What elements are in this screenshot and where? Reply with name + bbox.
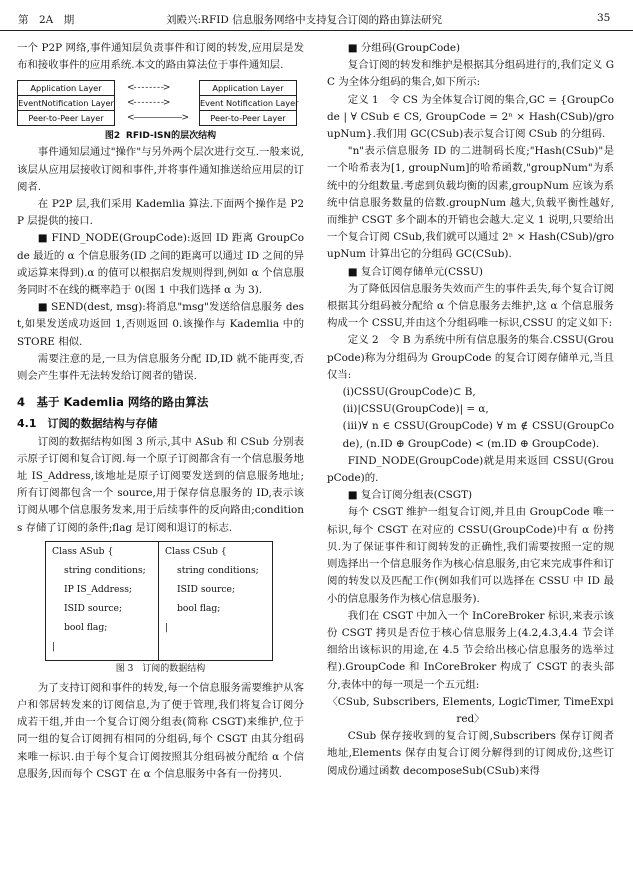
asub-line: string conditions; — [64, 564, 146, 576]
definition-1: 定义 1 令 CS 为全体复合订阅的集合,GC = {GroupCode | ∀ CSub ∈ CS, GroupCode = 2ⁿ × Hash(CSub)/groupNum}.我们用 GC(CSub)表示复合订阅 CSub 的分组码. — [327, 93, 614, 141]
issue-label: 第 2A 期 — [18, 14, 75, 26]
figure-3-caption: 图 3 订阅的数据结构 — [115, 663, 206, 674]
right-paragraph-6: 我们在 CSGT 中加入一个 InCoreBroker 标识,来表示该份 CSGT 拷贝是否位于核心信息服务上(4.2,4.3,4.4 节会详细给出该标识的用途,在 4.5 节会给出核心信息服务的选举过程).GroupCode 和 InCoreBroker 构成了 CSGT 的表头部分,表体中的每一项是一个五元组: — [327, 609, 614, 691]
right-paragraph-4: FIND_NODE(GroupCode)就是用来返回 CSSU(GroupCode)的. — [327, 454, 614, 485]
layer-box-left-peer-to-peer: Peer-to-Peer Layer — [17, 110, 115, 126]
asub-class-box — [46, 542, 159, 660]
asub-line: | — [52, 640, 56, 652]
solid-arrow-icon: <——————> — [127, 113, 189, 124]
right-column — [327, 40, 614, 780]
layer-box-right-peer-to-peer: Peer-to-Peer Layer — [199, 110, 297, 126]
layer-box-left-event-notification: EventNotification Layer — [17, 95, 115, 111]
figure-2-caption-text: RFID-ISN的层次结构 — [125, 131, 217, 142]
figure-3-data-structure — [45, 541, 273, 661]
csub-line: | — [165, 621, 169, 633]
left-paragraph-7: 订阅的数据结构如图 3 所示,其中 ASub 和 CSub 分别表示原子订阅和复合订阅.每一个原子订阅都含有一个信息服务地址 IS_Address,该地址是原子订阅要发送到的信息服务地址;所有订阅都包含一个 source,用于保存信息服务的 ID,表示该订阅从哪个信息服务发来,用于后续事件的反向路由;conditions 存储了订阅的条件;flag 是订阅和退订的标志. — [17, 435, 304, 534]
left-paragraph-2: 事件通知层通过"操作"与另外两个层次进行交互.一般来说,该层从应用层接收订阅和事件,并将事件通知推送给应用层的订阅者. — [17, 146, 304, 193]
figure-2-caption-number: 图2 — [104, 131, 121, 142]
section-4-heading: 4 基于 Kademlia 网络的路由算法 — [17, 395, 209, 410]
asub-line: ISID source; — [64, 602, 123, 614]
right-paragraph-5: 每个 CSGT 维护一组复合订阅,并且由 GroupCode 唯一标识,每个 CSGT 在对应的 CSSU(GroupCode)中有 α 份拷贝.为了保证事件和订阅转发的正确性,我们需要按照一定的规则选择出一个信息服务作为核心信息服务,由它来完成事件和订阅的转发以及匹配工作(例如我们可以选择在 CSSU 中 ID 最小的信息服务作为核心信息服务). — [327, 506, 614, 605]
layer-box-right-application: Application Layer — [199, 80, 297, 96]
left-paragraph-1: 一个 P2P 网络,事件通知层负责事件和订阅的转发,应用层是发布和接收事件的应用系统.本文的路由算法位于事件通知层. — [17, 42, 304, 72]
send-description: ■ SEND(dest, msg):将消息"msg"发送给信息服务 dest,如果发送成功返回 1,否则返回 0.该操作与 Kademlia 中的 STORE 相似. — [17, 301, 304, 348]
condition-2: (ⅱ)|CSSU(GroupCode)| = α, — [342, 403, 489, 416]
csgt-heading: ■ 复合订阅分组表(CSGT) — [347, 489, 473, 502]
page-number: 35 — [597, 12, 611, 24]
figure-2-caption — [17, 130, 304, 142]
asub-line: Class ASub { — [52, 545, 114, 557]
layer-box-left-application: Application Layer — [17, 80, 115, 96]
right-paragraph-2: "n"表示信息服务 ID 的二进制码长度;"Hash(CSub)"是一个哈希表为[1, groupNum]的哈希函数,"groupNum"为系统中的分组数量.考虑到负载均衡的因素,groupNum 应该为系统中信息服务数量的倍数.groupNum 越大,负载平衡性越好,而维护 CSGT 多个副本的开销也会越大.定义 1 说明,只要给出一个复合订阅 CSub,我们就可以通过 2ⁿ × Hash(CSub)/groupNum 计算出它的分组码 GC(CSub). — [327, 145, 614, 261]
right-paragraph-7: CSub 保存接收到的复合订阅,Subscribers 保存订阅者地址,Elements 保存由复合订阅分解得到的订阅成份,这些订阅成份通过函数 decomposeSub(CSub)来得 — [327, 730, 614, 777]
csub-class-box — [159, 542, 271, 660]
right-paragraph-3: 为了降低因信息服务失效而产生的事件丢失,每个复合订阅根据其分组码被分配给 α 个信息服务去维护,这 α 个信息服务构成一个 CSSU,并由这个分组码唯一标识,CSSU 的定义如下: — [327, 282, 614, 330]
condition-3: (ⅲ)∀ n ∈ CSSU(GroupCode) ∀ m ∉ CSSU(GroupCode), (n.ID ⊕ GroupCode) < (m.ID ⊕ GroupCode). — [342, 420, 614, 450]
right-paragraph-1: 复合订阅的转发和维护是根据其分组码进行的,我们定义 GC 为全体分组码的集合,如下所示: — [327, 59, 614, 89]
csub-line: Class CSub { — [165, 545, 227, 557]
left-column — [17, 40, 304, 783]
condition-1: (ⅰ)CSSU(GroupCode)⊂ B, — [342, 386, 476, 399]
cssu-heading: ■ 复合订阅存储单元(CSSU) — [347, 265, 483, 278]
running-title: 刘殿兴:RFID 信息服务网络中支持复合订阅的路由算法研究 — [166, 14, 443, 26]
dashed-arrow-icon: <- - - - - - - -> — [127, 98, 170, 109]
csub-line: ISID source; — [177, 583, 236, 595]
layer-box-right-event-notification: Event Notification Layer — [199, 95, 297, 111]
page-header — [0, 0, 633, 31]
csub-line: string conditions; — [177, 564, 259, 576]
dashed-arrow-icon: <- - - - - - - -> — [127, 83, 170, 94]
asub-line: bool flag; — [64, 621, 108, 633]
csub-line: bool flag; — [177, 602, 221, 614]
five-tuple: 〈CSub, Subscribers, Elements, LogicTimer, TimeExpired〉 — [327, 695, 614, 725]
left-paragraph-8: 为了支持订阅和事件的转发,每一个信息服务需要维护从客户和邻居转发来的订阅信息,为了便于管理,我们将复合订阅分成若干组,并由一个复合订阅分组表(简称 CSGT)来维护,位于同一组的复合订阅拥有相同的分组码,每个 CSGT 由其分组码来唯一标识.由于每个复合订阅按照其分组码被分配给 α 个信息服务,因而每个 CSGT 在 α 个信息服务中各有一份拷贝. — [17, 681, 304, 780]
section-4-1-heading: 4.1 订阅的数据结构与存储 — [17, 417, 158, 431]
asub-line: IP IS_Address; — [64, 583, 133, 595]
left-paragraph-3: 在 P2P 层,我们采用 Kademlia 算法.下面两个操作是 P2P 层提供的接口. — [17, 198, 304, 228]
find-node-description: ■ FIND_NODE(GroupCode):返回 ID 距离 GroupCode 最近的 α 个信息服务(ID 之间的距离可以通过 ID 之间的异或运算来得到).α 的值可以根据启发规则得到,例如 α 个信息服务同时不在线的概率趋于 0(图 1 中我们选择 α 为 3). — [17, 232, 304, 297]
left-paragraph-6: 需要注意的是,一旦为信息服务分配 ID,ID 就不能再变,否则会产生事件无法转发给订阅者的错误. — [17, 352, 304, 383]
figure-2-layer-diagram — [17, 80, 304, 144]
definition-2: 定义 2 令 B 为系统中所有信息服务的集合.CSSU(GroupCode)称为分组码为 GroupCode 的复合订阅存储单元,当且仅当: — [327, 334, 614, 381]
groupcode-heading: ■ 分组码(GroupCode) — [347, 42, 461, 54]
